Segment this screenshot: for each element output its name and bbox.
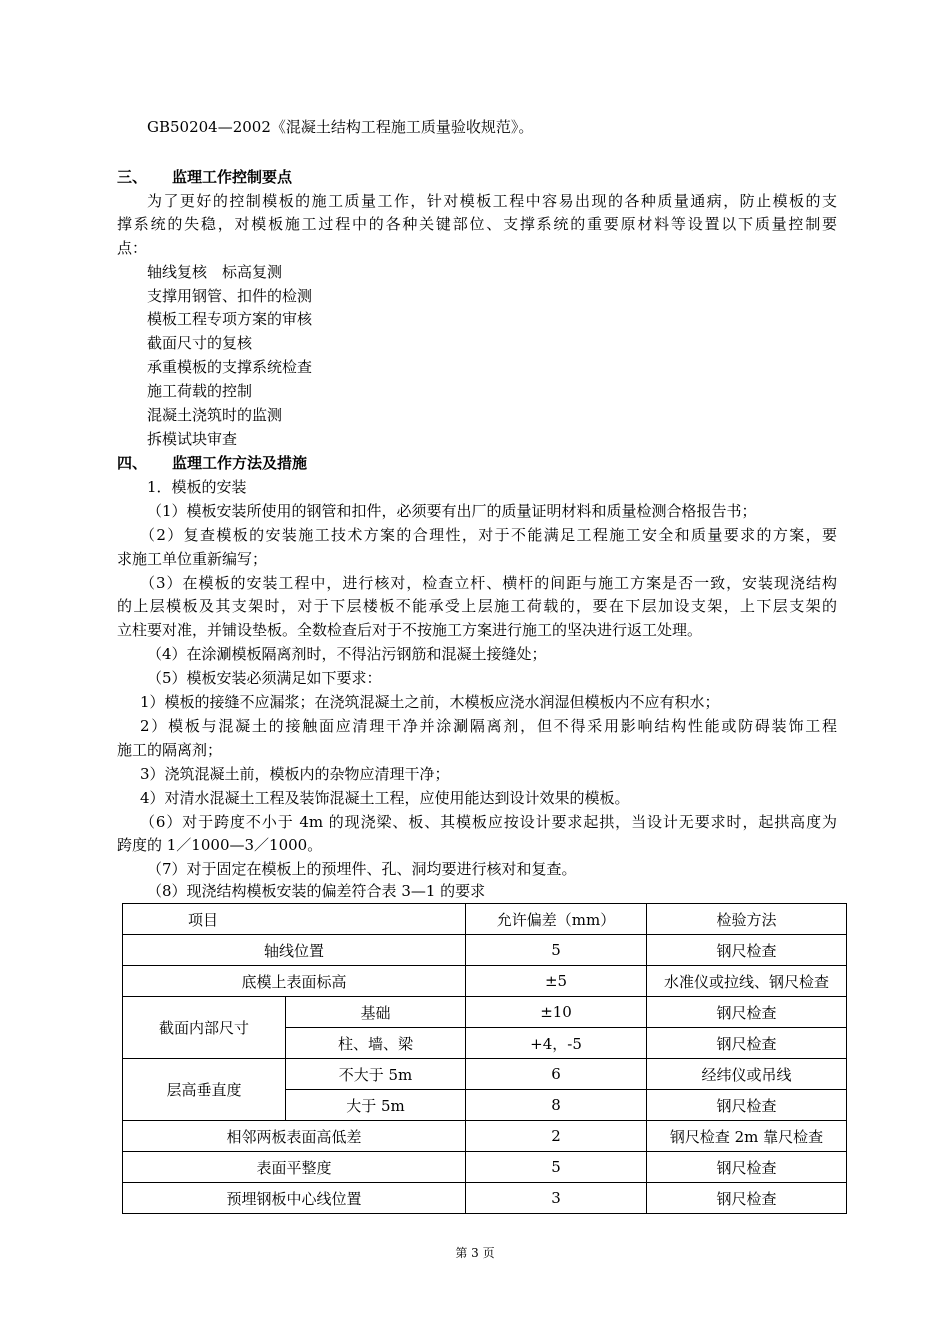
section4-line: （5）模板安装必须满足如下要求： (147, 669, 382, 687)
standard-reference-line: GB50204—2002《混凝土结构工程施工质量验收规范》。 (147, 118, 534, 136)
template-deviation-table (122, 903, 847, 1214)
cell-method: 钢尺检查 (647, 997, 847, 1028)
cell-method: 钢尺检查 2m 靠尺检查 (647, 1121, 847, 1152)
section3-title: 监理工作控制要点 (172, 168, 293, 186)
subsection-heading: 1．模板的安装 (147, 478, 247, 496)
control-point-item: 承重模板的支撑系统检查 (147, 358, 313, 376)
cell-tolerance: 6 (466, 1059, 647, 1090)
cell-method: 钢尺检查 (647, 1183, 847, 1214)
cell-method: 水准仪或拉线、钢尺检查 (647, 966, 847, 997)
cell-item: 表面平整度 (123, 1152, 466, 1183)
cell-item: 轴线位置 (123, 935, 466, 966)
control-point-item: 拆模试块审查 (147, 430, 238, 448)
header-item: 项目 (123, 904, 466, 935)
table-row (123, 1121, 847, 1152)
table-row (123, 1059, 847, 1090)
control-point-item: 混凝土浇筑时的监测 (147, 406, 283, 424)
cell-method: 经纬仪或吊线 (647, 1059, 847, 1090)
cell-tolerance: ±5 (466, 966, 647, 997)
section4-line: （3）在模板的安装工程中，进行核对，检查立杆、横杆的间距与施工方案是否一致，安装现浇结构 (140, 574, 837, 592)
cell-subitem: 不大于 5m (286, 1059, 466, 1090)
cell-method: 钢尺检查 (647, 935, 847, 966)
section4-line: 的上层模板及其支架时，对于下层楼板不能承受上层施工荷载的，要在下层加设支架，上下层支架的 (117, 597, 837, 615)
cell-tolerance: +4，-5 (466, 1028, 647, 1059)
section3-number: 三、 (117, 168, 148, 186)
table-row (123, 1152, 847, 1183)
section4-line: （6）对于跨度不小于 4m 的现浇梁、板、其模板应按设计要求起拱，当设计无要求时，起拱高度为 (140, 813, 837, 831)
page-number: 第 3 页 (455, 1246, 495, 1260)
cell-tolerance: 3 (466, 1183, 647, 1214)
cell-item: 相邻两板表面高低差 (123, 1121, 466, 1152)
cell-tolerance: 8 (466, 1090, 647, 1121)
cell-tolerance: 5 (466, 1152, 647, 1183)
control-point-item: 施工荷载的控制 (147, 382, 253, 400)
cell-method: 钢尺检查 (647, 1090, 847, 1121)
cell-method: 钢尺检查 (647, 1028, 847, 1059)
header-tolerance: 允许偏差（mm） (466, 904, 647, 935)
section4-line: （2）复查模板的安装施工技术方案的合理性，对于不能满足工程施工安全和质量要求的方案，要 (140, 526, 837, 544)
section4-line: （4）在涂涮模板隔离剂时，不得沾污钢筋和混凝土接缝处； (147, 645, 547, 663)
table-row (123, 935, 847, 966)
table-row (123, 1183, 847, 1214)
section4-line: （7）对于固定在模板上的预埋件、孔、洞均要进行核对和复查。 (147, 860, 577, 878)
control-point-item: 模板工程专项方案的审核 (147, 310, 313, 328)
section4-line: 4）对清水混凝土工程及装饰混凝土工程，应使用能达到设计效果的模板。 (140, 789, 630, 807)
cell-tolerance: ±10 (466, 997, 647, 1028)
control-point-item: 轴线复核 标高复测 (147, 263, 283, 281)
section3-para-line-2: 撑系统的失稳，对模板施工过程中的各种关键部位、支撑系统的重要原材料等设置以下质量控制要 (117, 215, 837, 233)
section4-number: 四、 (117, 454, 148, 472)
table-caption-line: （8）现浇结构模板安装的偏差符合表 3—1 的要求 (147, 882, 486, 900)
control-point-item: 支撑用钢管、扣件的检测 (147, 287, 313, 305)
section4-line: 3）浇筑混凝土前，模板内的杂物应清理干净； (140, 765, 450, 783)
cell-tolerance: 5 (466, 935, 647, 966)
section4-line: 1）模板的接缝不应漏浆；在浇筑混凝土之前，木模板应浇水润湿但模板内不应有积水； (140, 693, 720, 711)
cell-method: 钢尺检查 (647, 1152, 847, 1183)
cell-tolerance: 2 (466, 1121, 647, 1152)
cell-item: 底模上表面标高 (123, 966, 466, 997)
section3-para-line-3: 点： (117, 239, 148, 257)
section4-line: （1）模板安装所使用的钢管和扣件，必须要有出厂的质量证明材料和质量检测合格报告书； (147, 502, 757, 520)
section4-line: 立柱要对准，并铺设垫板。全数检查后对于不按施工方案进行施工的坚决进行返工处理。 (117, 621, 703, 639)
cell-subitem: 基础 (286, 997, 466, 1028)
cell-group-section-size: 截面内部尺寸 (123, 997, 286, 1059)
table-row (123, 997, 847, 1028)
header-method: 检验方法 (647, 904, 847, 935)
cell-subitem: 大于 5m (286, 1090, 466, 1121)
cell-group-verticality: 层高垂直度 (123, 1059, 286, 1121)
control-point-item: 截面尺寸的复核 (147, 334, 253, 352)
section4-title: 监理工作方法及措施 (172, 454, 308, 472)
table-header-row (123, 904, 847, 935)
section4-line: 2）模板与混凝土的接触面应清理干净并涂涮隔离剂，但不得采用影响结构性能或防碍装饰工程 (140, 717, 837, 735)
cell-item: 预埋钢板中心线位置 (123, 1183, 466, 1214)
table-row (123, 966, 847, 997)
cell-subitem: 柱、墙、梁 (286, 1028, 466, 1059)
section4-line: 求施工单位重新编写； (117, 550, 268, 568)
section3-para-line-1: 为了更好的控制模板的施工质量工作，针对模板工程中容易出现的各种质量通病，防止模板的支 (147, 192, 837, 210)
section4-line: 施工的隔离剂； (117, 741, 223, 759)
section4-line: 跨度的 1／1000—3／1000。 (117, 836, 323, 854)
